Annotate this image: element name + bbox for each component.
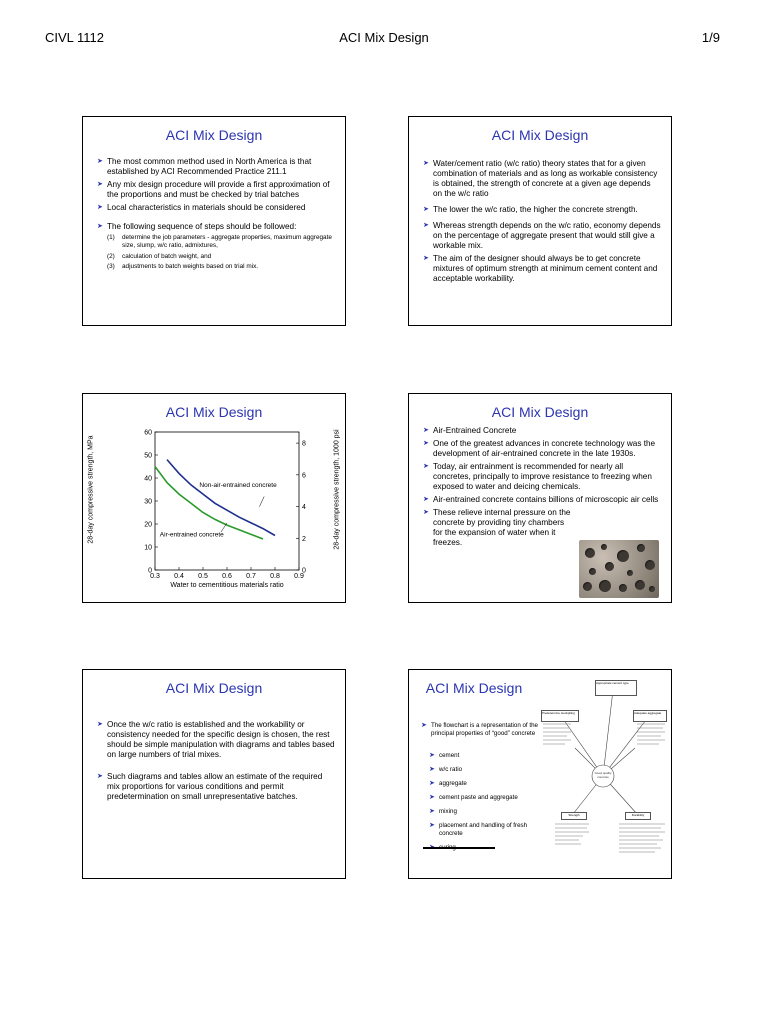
bullet: ➤ Once the w/c ratio is established and the workability or consistency needed for the specific design is chosen, the rest should be simple manipulation with diagrams and tables based on large numbers of trial mixes. xyxy=(97,720,335,760)
flowchart-top-label: Appropriate cement type xyxy=(596,681,629,685)
x-tick-label: 0.7 xyxy=(246,573,256,580)
y2-tick-label: 6 xyxy=(302,472,306,480)
air-void-micrograph xyxy=(579,540,659,598)
concrete-properties-flowchart xyxy=(539,676,669,872)
x-tick-label: 0.3 xyxy=(150,573,160,580)
bullet: ➤ The lower the w/c ratio, the higher the concrete strength. xyxy=(423,205,661,215)
flowchart-bottom-left-label: Strength xyxy=(568,813,580,817)
y-tick-label: 0 xyxy=(148,567,152,575)
step-item xyxy=(107,253,335,261)
slide-title: ACI Mix Design xyxy=(425,680,523,696)
bullet: ➤ One of the greatest advances in concrete technology was the development of air-entrained concrete in the late 1930s. xyxy=(423,439,661,459)
x-tick-label: 0.8 xyxy=(270,573,280,580)
slide-3 xyxy=(82,393,346,603)
x-tick-label: 0.6 xyxy=(222,573,232,580)
slide-4 xyxy=(408,393,672,603)
bullet: ➤ These relieve internal pressure on the concrete by providing tiny chambers for the expansion of water when it freezes. xyxy=(423,508,573,548)
slide-title: ACI Mix Design xyxy=(491,404,589,420)
sub-bullet: ➤ placement and handling of fresh concrete xyxy=(429,822,541,838)
y-tick-label: 40 xyxy=(144,475,152,483)
step-item xyxy=(107,263,335,271)
bullet-text: The following sequence of steps should be followed: xyxy=(107,222,297,231)
y-tick-label: 50 xyxy=(144,452,152,460)
step-number: (3) xyxy=(107,263,115,271)
strength-chart xyxy=(83,394,345,602)
x-axis-label: Water to cementitious materials ratio xyxy=(170,582,284,589)
flowchart-center-label: Good quality concrete xyxy=(594,771,612,779)
bullet: ➤ Today, air entrainment is recommended for nearly all concretes, principally to improve resistance to freezing when exposed to water and deicing chemicals. xyxy=(423,462,661,492)
slide-6 xyxy=(408,669,672,879)
course-code: CIVL 1112 xyxy=(45,30,105,45)
bullet: ➤ Whereas strength depends on the w/c ratio, economy depends on the percentage of aggregate present that would still give a workable mix. xyxy=(423,221,661,251)
slide-1 xyxy=(82,116,346,326)
bullet: ➤ Water/cement ratio (w/c ratio) theory states that for a given combination of materials and as long as workable consistency is obtained, the strength of concrete at a given age depends on the w/c ratio xyxy=(423,159,661,199)
bullet: ➤ Local characteristics in materials should be considered xyxy=(97,203,335,213)
series-line xyxy=(155,467,263,539)
slide-title: ACI Mix Design xyxy=(165,404,263,420)
sub-bullet: ➤ mixing xyxy=(429,808,541,816)
label-pointer xyxy=(259,496,264,506)
page-number: 1/9 xyxy=(701,30,720,45)
y2-tick-label: 2 xyxy=(302,535,306,543)
step-number: (2) xyxy=(107,252,115,260)
slide-2 xyxy=(408,116,672,326)
slide-title: ACI Mix Design xyxy=(165,127,263,143)
series-label: Non-air-entrained concrete xyxy=(199,482,277,490)
sub-bullet: ➤ cement paste and aggregate xyxy=(429,794,541,802)
bullet xyxy=(97,222,335,272)
slide-title: ACI Mix Design xyxy=(165,680,263,696)
page-title: ACI Mix Design xyxy=(339,30,429,45)
y-tick-label: 20 xyxy=(144,521,152,529)
step-number: (1) xyxy=(107,234,115,241)
step-item xyxy=(107,234,335,251)
step-text: determine the job parameters - aggregate properties, maximum aggregate size, slump, w/c ratio, admixtures, xyxy=(122,234,332,250)
step-text: calculation of batch weight, and xyxy=(122,252,212,260)
flowchart-bottom-right-label: Durability xyxy=(631,813,645,817)
x-tick-label: 0.4 xyxy=(174,573,184,580)
bullet: ➤ Such diagrams and tables allow an estimate of the required mix proportions for various conditions and permit predetermination on small unrepresentative batches. xyxy=(97,772,335,802)
x-tick-label: 0.9 xyxy=(294,573,304,580)
y-axis-label: 28-day compressive strength, MPa xyxy=(87,435,95,544)
steps-list xyxy=(107,234,335,272)
bullet-text: The flowchart is a representation of the principal properties of “good” concrete xyxy=(431,722,538,737)
x-tick-label: 0.5 xyxy=(198,573,208,580)
bullet: ➤ The most common method used in North America is that established by ACI Recommended Practice 211.1 xyxy=(97,157,335,177)
series-label: Air-entrained concrete xyxy=(159,531,224,539)
y-tick-label: 30 xyxy=(144,498,152,506)
sub-bullet: ➤ w/c ratio xyxy=(429,766,541,774)
y-tick-label: 10 xyxy=(144,544,152,552)
bullet: ➤ Air-Entrained Concrete xyxy=(423,426,661,436)
y2-tick-label: 0 xyxy=(302,567,306,575)
bullet xyxy=(421,722,541,738)
step-text: adjustments to batch weights based on trial mix. xyxy=(122,263,259,271)
y-tick-label: 60 xyxy=(144,429,152,437)
sub-bullet: ➤ cement xyxy=(429,752,541,760)
flowchart-right-label: Adequate aggregate xyxy=(634,711,662,715)
bullet: ➤ The aim of the designer should always be to get concrete mixtures of optimum strength at minimum cement content and acceptable workability. xyxy=(423,254,661,284)
y2-tick-label: 4 xyxy=(302,504,306,512)
bullet: ➤ Air-entrained concrete contains billions of microscopic air cells xyxy=(423,495,661,505)
flowchart-left-label: Predetermine stockpiling xyxy=(542,711,575,715)
bullet: ➤ Any mix design procedure will provide a first approximation of the proportions and must be checked by trial batches xyxy=(97,180,335,200)
y2-tick-label: 8 xyxy=(302,440,306,448)
y2-axis-label: 28-day compressive strength, 1000 psi xyxy=(333,429,341,550)
slide-5 xyxy=(82,669,346,879)
divider-rule xyxy=(423,847,495,849)
slide-title: ACI Mix Design xyxy=(491,127,589,143)
sub-bullet: ➤ aggregate xyxy=(429,780,541,788)
plot-frame xyxy=(155,432,299,570)
